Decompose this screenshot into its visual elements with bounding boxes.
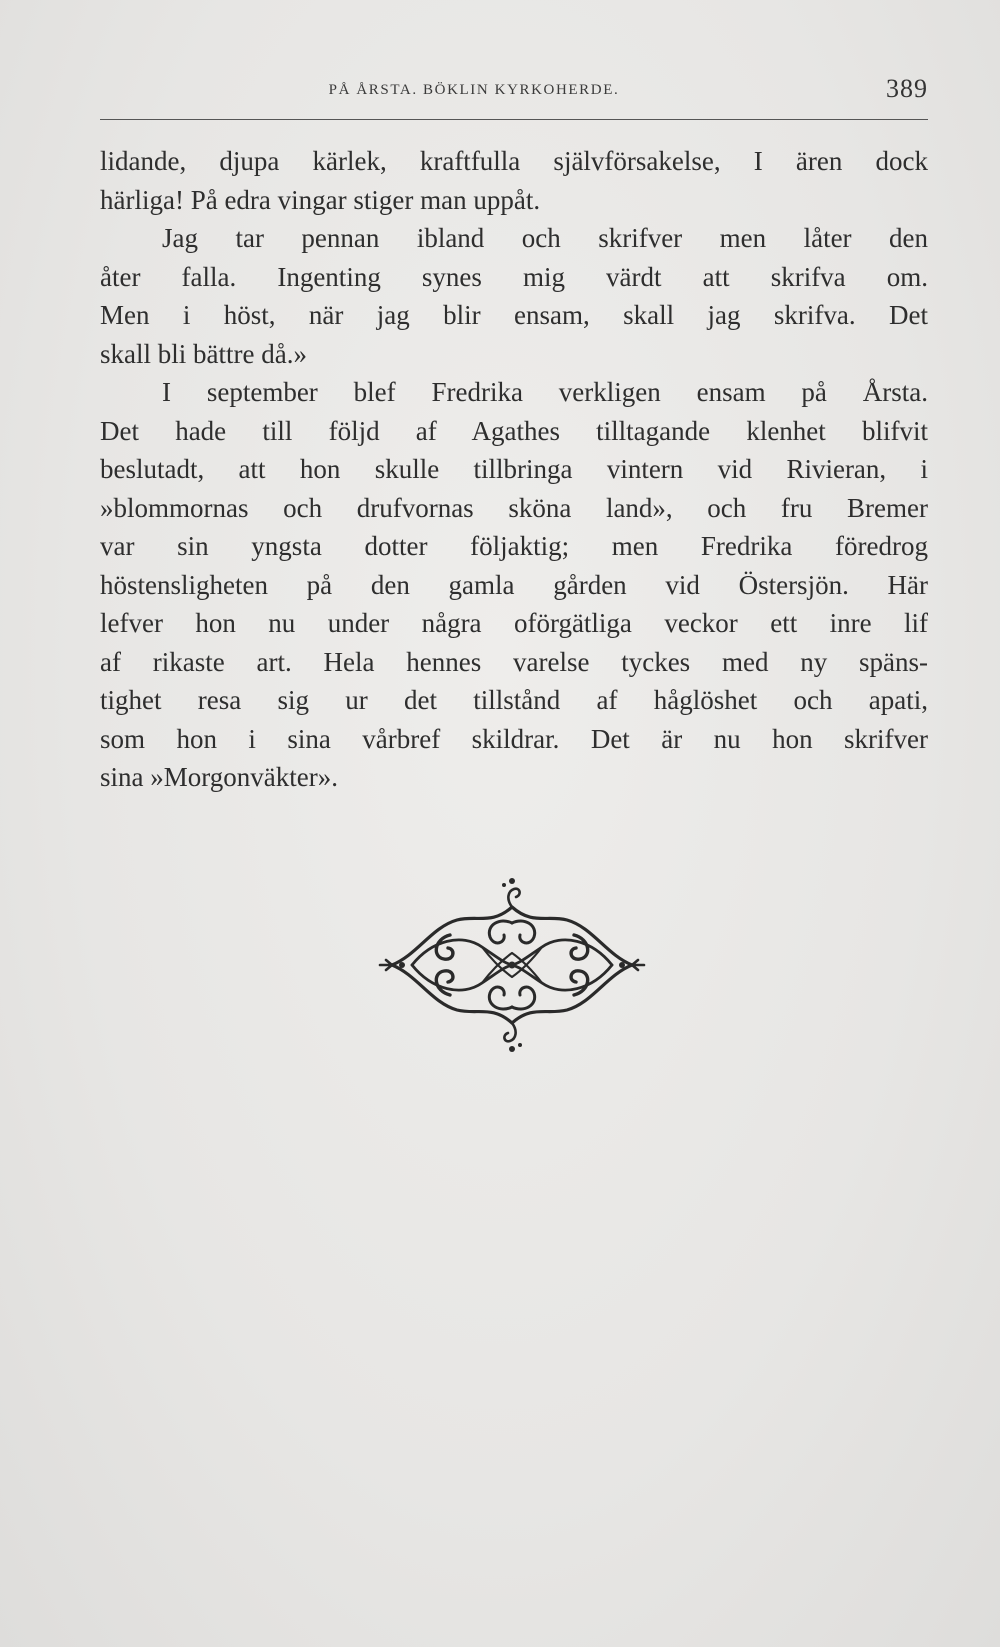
text-line: var sin yngsta dotter följaktig; men Fredrika föredrog [100,531,928,561]
text-line: höstensligheten på den gamla gården vid Östersjön. Här [100,569,928,600]
running-head: PÅ ÅRSTA. BÖKLIN KYRKOHERDE. [328,82,620,98]
page-number: 389 [886,74,928,103]
text-line: tighet resa sig ur det tillstånd af håglöshet och apati, [100,685,928,715]
header-rule [100,119,928,120]
decorative-scroll-ornament-icon [377,875,647,1055]
text-line: lidande, djupa kärlek, kraftfulla självförsakelse, I ären dock [100,146,928,176]
text-line: I september blef Fredrika verkligen ensam på Årsta. [162,377,928,407]
text-line: härliga! På edra vingar stiger man uppåt. [100,184,541,215]
text-line: Jag tar pennan ibland och skrifver men låter den [162,223,928,253]
text-line: Men i höst, när jag blir ensam, skall jag skrifva. Det [100,300,928,330]
text-line: »blommornas och drufvornas sköna land», och fru Bremer [100,492,928,523]
text-line: skall bli bättre då.» [100,338,307,369]
text-line: som hon i sina vårbref skildrar. Det är nu hon skrifver [100,723,928,754]
text-line: Det hade till följd af Agathes tilltagande klenhet blifvit [100,415,928,446]
text-line: åter falla. Ingenting synes mig värdt att skrifva om. [100,261,928,292]
text-line: lefver hon nu under några oförgätliga veckor ett inre lif [100,608,928,638]
text-line: sina »Morgonväkter». [100,762,338,792]
text-line: af rikaste art. Hela hennes varelse tyckes med ny späns- [100,646,928,677]
text-line: beslutadt, att hon skulle tillbringa vintern vid Rivieran, i [100,454,928,484]
body-text [100,142,928,797]
page-header [100,70,928,110]
